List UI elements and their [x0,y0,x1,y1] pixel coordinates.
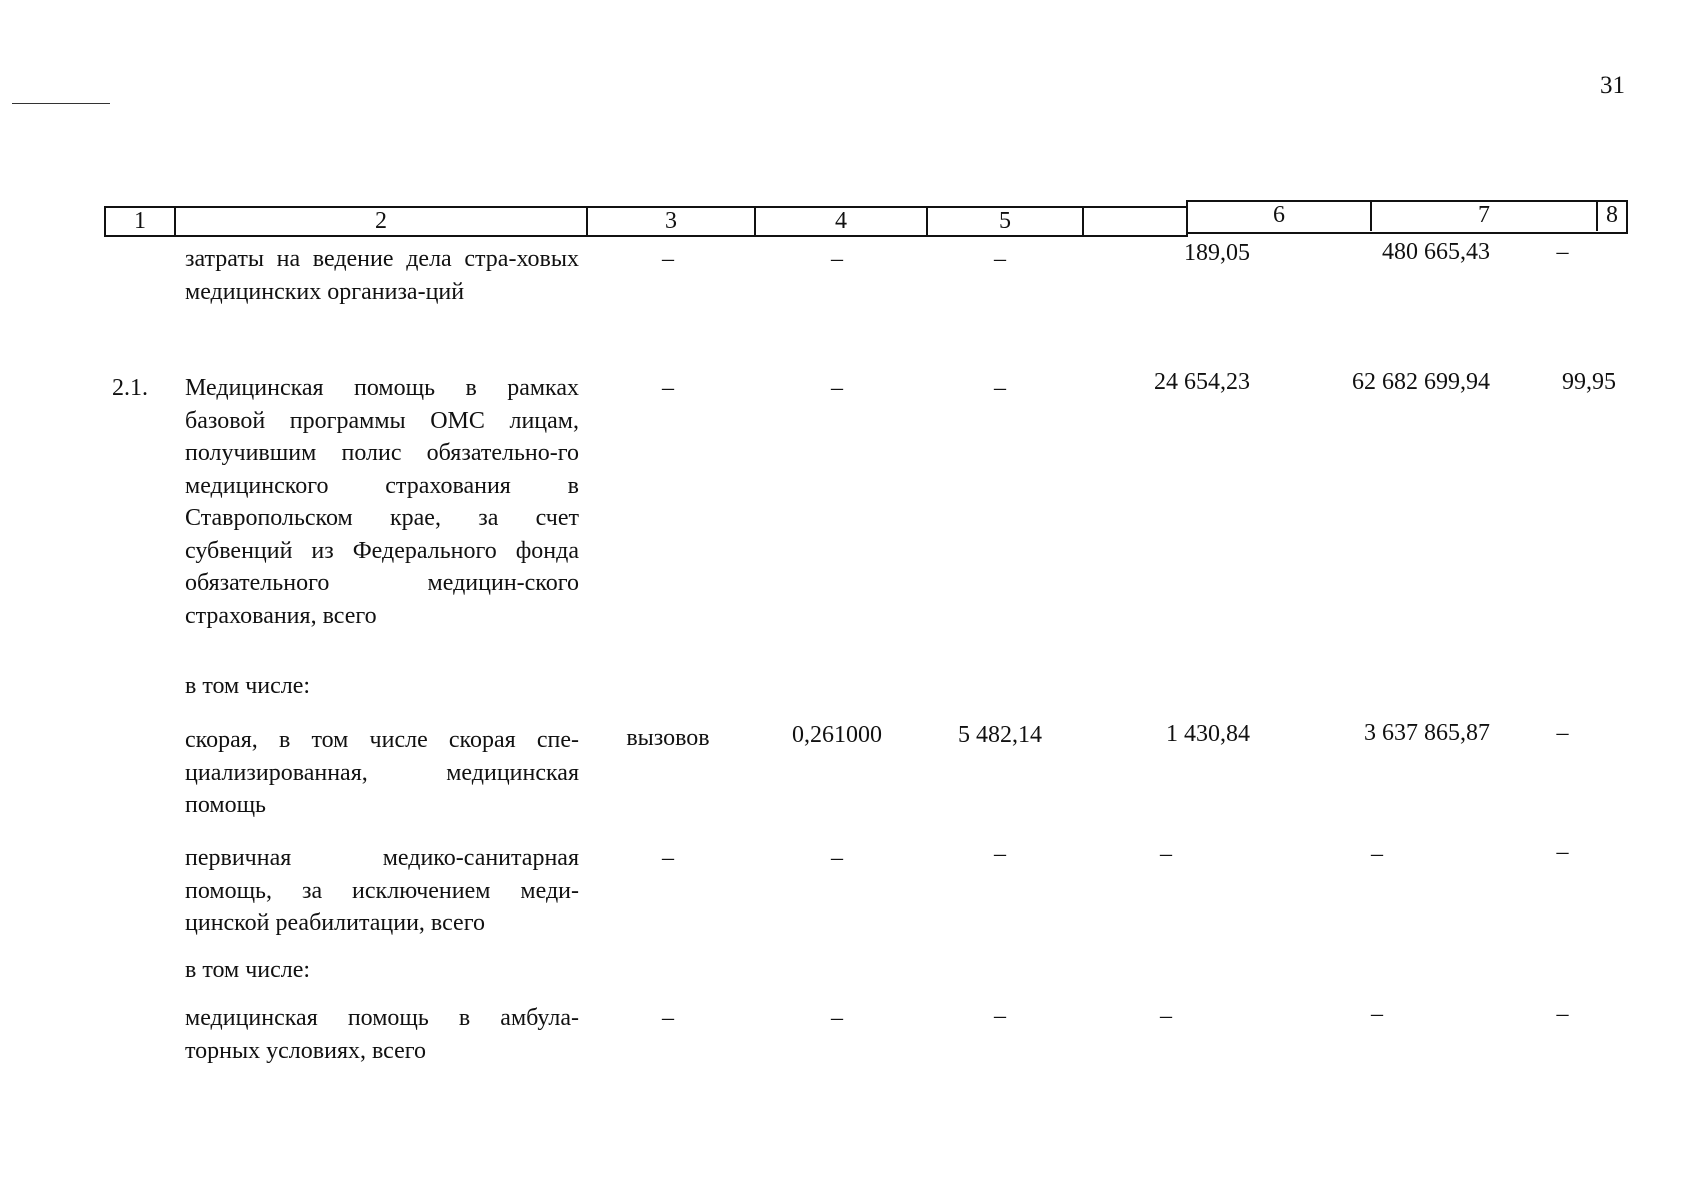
row-6-col7: – [1371,1001,1383,1027]
row-1-text: Медицинская помощь в рамках базовой программы ОМС лицам, получившим полис обязательно-го медицинского страхования в Ставропольском крае, за счет субвенций из Федерального фонда обязательного медицин-ского страхования, всего [185,375,579,629]
row-6-text: медицинская помощь в амбула-торных условиях, всего [185,1005,579,1064]
row-4-col5: – [994,841,1006,867]
header-cell-5: 5 [928,206,1084,237]
header-cell-4: 4 [756,206,928,237]
row-3-col4: 0,261000 [792,722,882,748]
row-3-col5: 5 482,14 [958,722,1042,748]
row-1-col3: – [662,375,674,401]
row-3-col6: 1 430,84 [1166,721,1250,747]
row-4-col7: – [1371,841,1383,867]
row-1-number: 2.1. [112,375,148,401]
row-0-col7: 480 665,43 [1382,239,1490,265]
row-1-col6: 24 654,23 [1154,369,1250,395]
row-4-col6: – [1160,841,1172,867]
row-1-col4: – [831,375,843,401]
row-0-col3: – [662,246,674,272]
row-3-col8: – [1556,720,1569,746]
row-4-col8: – [1556,839,1569,865]
row-0-col5: – [994,246,1006,272]
header-cell-8: 8 [1606,202,1618,228]
row-1-col5: – [994,375,1006,401]
row-6-col4: – [831,1005,843,1031]
row-4-text: первичная медико-санитарная помощь, за исключением меди-цинской реабилитации, всего [185,845,579,936]
header-cell-3: 3 [588,206,756,237]
row-5-text: в том числе: [185,957,311,983]
row-0-col4: – [831,246,843,272]
row-6-col3: – [662,1005,674,1031]
row-6-col8: – [1556,1001,1569,1027]
row-0-text: затраты на ведение дела стра-ховых медицинских организа-ций [185,246,579,305]
row-2-text: в том числе: [185,673,311,699]
corner-rule [12,103,110,104]
row-0-col8: – [1556,239,1569,265]
row-3-col7: 3 637 865,87 [1364,720,1490,746]
table-header-row [104,202,1628,237]
header-cell-2: 2 [176,206,588,237]
header-cell-5-wrap [928,206,1184,237]
header-cell-7: 7 [1372,200,1598,231]
row-1-col8: 99,95 [1562,369,1616,395]
row-6-col6: – [1160,1003,1172,1029]
row-6-col5: – [994,1003,1006,1029]
row-0-col6: 189,05 [1184,240,1250,266]
header-cell-6: 6 [1188,200,1372,231]
header-cell-1: 1 [106,206,176,237]
row-3-col3: вызовов [626,725,710,751]
row-1-col7: 62 682 699,94 [1352,369,1490,395]
row-4-col3: – [662,845,674,871]
row-4-col4: – [831,845,843,871]
row-3-text: скорая, в том числе скорая спе-циализированная, медицинская помощь [185,727,579,818]
page-number: 31 [1600,72,1625,99]
